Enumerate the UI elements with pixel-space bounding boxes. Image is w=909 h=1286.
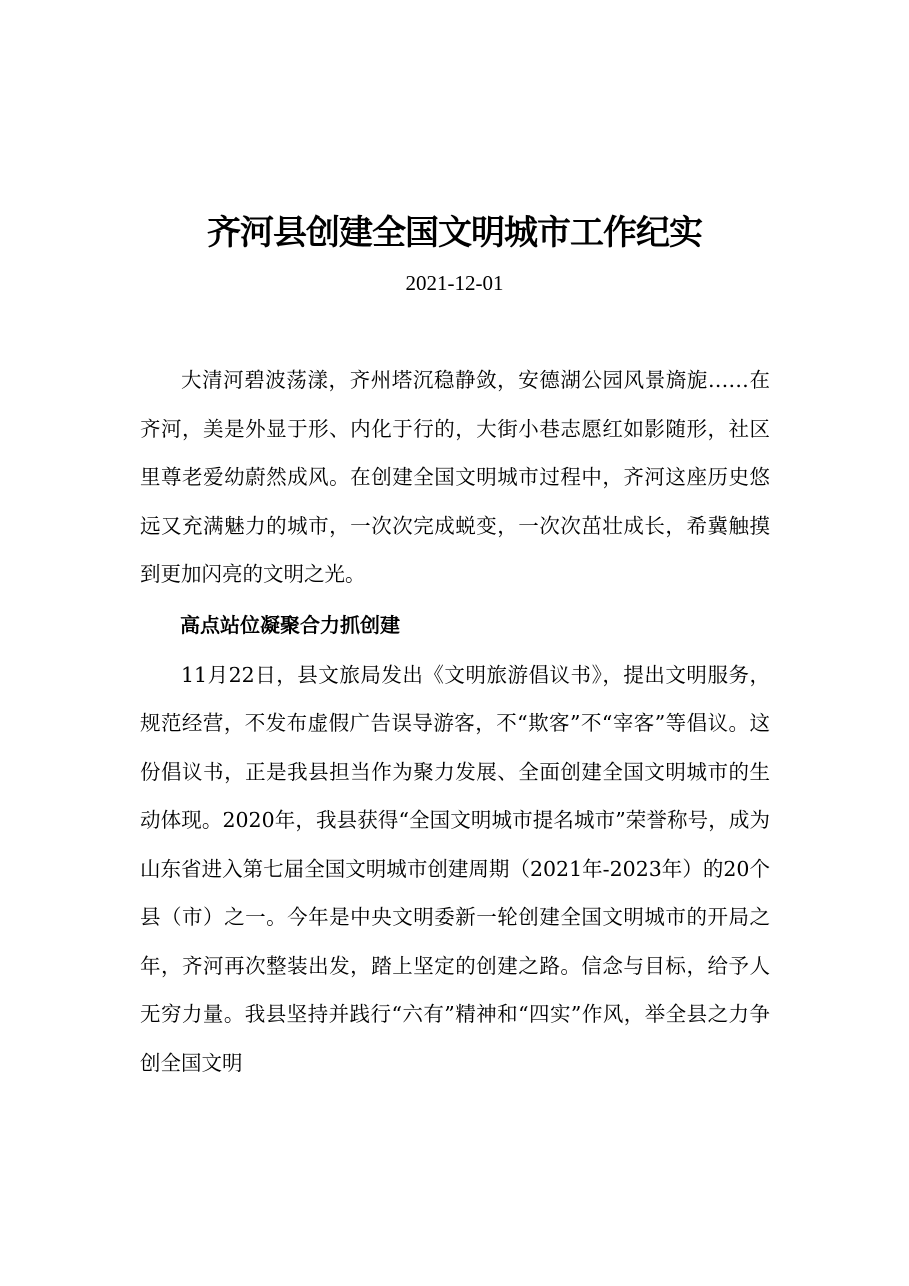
section-heading: 高点站位凝聚合力抓创建 (180, 612, 400, 637)
paragraph-section-1: 11月22日，县文旅局发出《文明旅游倡议书》，提出文明服务，规范经营，不发布虚假广告误导游客，不“欺客”不“宰客”等倡议。这份倡议书，正是我县担当作为聚力发展、全面创建全国文明城市的生动体现。2020年，我县获得“全国文明城市提名城市”荣誉称号，成为山东省进入第七届全国文明城市创建周期（2021年-2023年）的20个县（市）之一。今年是中央文明委新一轮创建全国文明城市的开局之年，齐河再次整装出发，踏上坚定的创建之路。信念与目标，给予人无穷力量。我县坚持并践行“六有”精神和“四实”作风，举全县之力争创全国文明 (140, 662, 770, 1075)
paragraph-intro: 大清河碧波荡漾，齐州塔沉稳静敛，安德湖公园风景旖旎……在齐河，美是外显于形、内化于行的，大街小巷志愿红如影随形，社区里尊老爱幼蔚然成风。在创建全国文明城市过程中，齐河这座历史悠远又充满魅力的城市，一次次完成蜕变，一次次茁壮成长，希冀触摸到更加闪亮的文明之光。 (140, 368, 770, 586)
publish-date: 2021-12-01 (405, 271, 504, 295)
article-body (140, 356, 770, 1087)
document-title: 齐河县创建全国文明城市工作纪实 (207, 213, 702, 253)
